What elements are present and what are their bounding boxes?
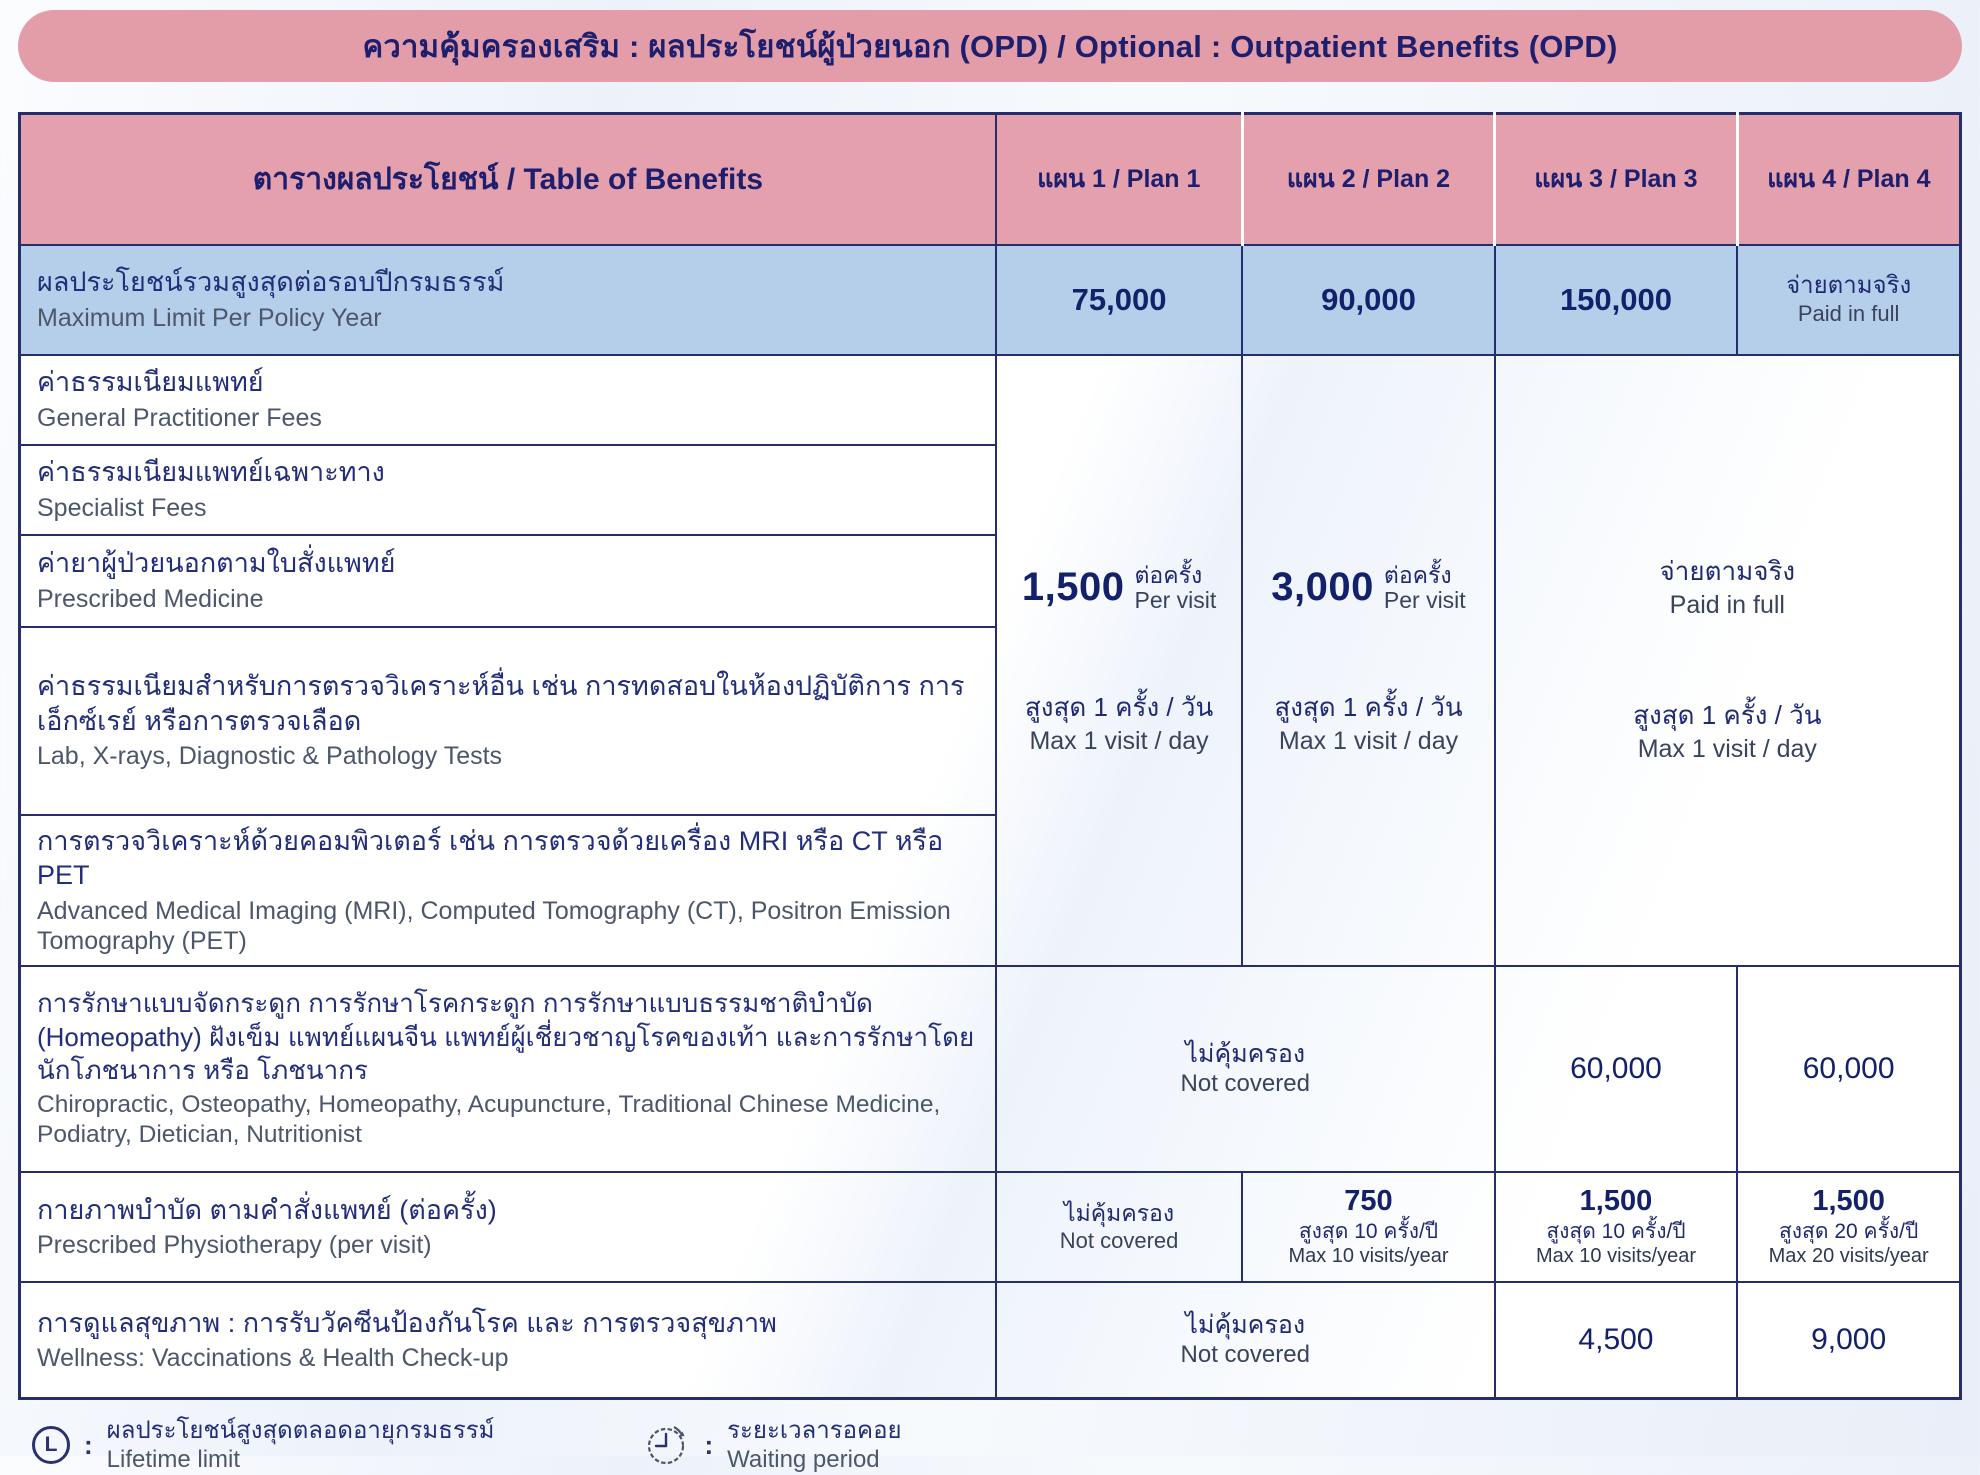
- lab-xray-en: Lab, X-rays, Diagnostic & Pathology Tests: [37, 742, 503, 771]
- header-plan4: แผน 4 / Plan 4: [1737, 114, 1960, 245]
- header-plan3: แผน 3 / Plan 3: [1495, 114, 1738, 245]
- plan34-paid-full-th: จ่ายตามจริง: [1659, 555, 1796, 586]
- max-limit-plan3: [1495, 245, 1738, 355]
- physio-plan2-max-en: Max 10 visits/year: [1288, 1244, 1449, 1267]
- plan1-max-day-en: Max 1 visit / day: [1029, 726, 1209, 755]
- alternative-medicine-en: Chiropractic, Osteopathy, Homeopathy, Acupuncture, Traditional Chinese Medicine, Podiatry, Dietician, Nutritionist: [37, 1091, 941, 1148]
- wellness-not-covered-th: ไม่คุ้มครอง: [1185, 1310, 1306, 1339]
- plan2-per-visit-en: Per visit: [1383, 586, 1466, 613]
- waiting-period-clock-icon: [644, 1422, 690, 1468]
- wellness-label: [20, 1282, 996, 1399]
- gp-fees-label: [20, 355, 996, 445]
- plan2-per-visit-th: ต่อครั้ง: [1383, 561, 1452, 588]
- waiting-period-text: [727, 1416, 901, 1475]
- legend-separator-2: :: [704, 1429, 714, 1460]
- lifetime-limit-th: ผลประโยชน์สูงสุดตลอดอายุกรมธรรม์: [106, 1417, 495, 1445]
- alt-medicine-not-covered-th: ไม่คุ้มครอง: [1185, 1039, 1306, 1068]
- specialist-fees-th: ค่าธรรมเนียมแพทย์เฉพาะทาง: [37, 457, 385, 488]
- physio-plan4-max-en: Max 20 visits/year: [1768, 1244, 1929, 1267]
- wellness-en: Wellness: Vaccinations & Health Check-up: [37, 1344, 509, 1373]
- physio-plan1: [996, 1172, 1243, 1282]
- physio-plan3: [1495, 1172, 1738, 1282]
- alternative-medicine-label: [20, 966, 996, 1172]
- physio-plan2: [1242, 1172, 1494, 1282]
- physiotherapy-th: กายภาพบำบัด ตามคำสั่งแพทย์ (ต่อครั้ง): [37, 1194, 497, 1225]
- page-title-banner: [18, 10, 1962, 82]
- alt-medicine-plan4: [1737, 966, 1960, 1172]
- lab-xray-label: [20, 627, 996, 815]
- legend: [32, 1416, 1980, 1475]
- header-plan1: แผน 1 / Plan 1: [996, 114, 1243, 245]
- alt-medicine-plan1-2: [996, 966, 1495, 1172]
- physiotherapy-label: [20, 1172, 996, 1282]
- benefits-table-wrap: [18, 112, 1962, 1400]
- page-title: ความคุ้มครองเสริม : ผลประโยชน์ผู้ป่วยนอก (OPD) / Optional : Outpatient Benefits (OPD): [362, 29, 1618, 64]
- specialist-fees-label: [20, 445, 996, 535]
- max-limit-plan4: [1737, 245, 1960, 355]
- alternative-medicine-th: การรักษาแบบจัดกระดูก การรักษาโรคกระดูก การรักษาแบบธรรมชาติบำบัด (Homeopathy) ฝังเข็ม แพทย์แผนจีน แพทย์ผู้เชี่ยวชาญโรคของเท้า และการรักษาโดยนักโภชนาการ หรือ โภชนากร: [37, 988, 975, 1085]
- wellness-th: การดูแลสุขภาพ : การรับวัคซีนป้องกันโรค และ การตรวจสุขภาพ: [37, 1307, 777, 1338]
- plan1-per-visit-amount: 1,500: [1021, 565, 1125, 610]
- header-benefits: ตารางผลประโยชน์ / Table of Benefits: [20, 114, 996, 245]
- max-limit-en: Maximum Limit Per Policy Year: [37, 304, 382, 333]
- gp-fees-en: General Practitioner Fees: [37, 404, 322, 433]
- plan2-max-day-en: Max 1 visit / day: [1278, 726, 1459, 755]
- alt-medicine-plan3-value: 60,000: [1570, 1051, 1662, 1085]
- specialist-fees-en: Specialist Fees: [37, 494, 207, 523]
- wellness-plan4: [1737, 1282, 1960, 1399]
- max-limit-plan2-value: 90,000: [1321, 281, 1416, 317]
- visit-group-plan1: [996, 355, 1243, 966]
- lifetime-limit-icon: L: [32, 1426, 70, 1464]
- alt-medicine-plan3: [1495, 966, 1738, 1172]
- physio-plan3-max-th: สูงสุด 10 ครั้ง/ปี: [1546, 1219, 1686, 1243]
- physio-plan2-max-th: สูงสุด 10 ครั้ง/ปี: [1298, 1219, 1439, 1243]
- legend-lifetime-limit: [32, 1416, 494, 1475]
- advanced-imaging-th: การตรวจวิเคราะห์ด้วยคอมพิวเตอร์ เช่น การตรวจด้วยเครื่อง MRI หรือ CT หรือ PET: [37, 825, 944, 891]
- alt-medicine-not-covered-en: Not covered: [1180, 1069, 1310, 1097]
- plan34-max-day-th: สูงสุด 1 ครั้ง / วัน: [1633, 700, 1822, 731]
- plan1-per-visit-en: Per visit: [1134, 586, 1217, 613]
- plan34-paid-full-en: Paid in full: [1669, 590, 1785, 619]
- row-physiotherapy: [20, 1172, 1961, 1282]
- advanced-imaging-label: [20, 815, 996, 966]
- wellness-plan3-value: 4,500: [1578, 1322, 1654, 1356]
- plan2-per-visit-amount: 3,000: [1271, 565, 1374, 610]
- table-header-row: [20, 114, 1961, 245]
- physio-not-covered-en: Not covered: [1059, 1227, 1179, 1253]
- physio-plan2-amount: 750: [1344, 1185, 1393, 1218]
- advanced-imaging-en: Advanced Medical Imaging (MRI), Computed Tomography (CT), Positron Emission Tomography (PET): [37, 896, 951, 956]
- lifetime-limit-text: [107, 1416, 495, 1475]
- plan1-max-day-th: สูงสุด 1 ครั้ง / วัน: [1024, 692, 1214, 723]
- lifetime-limit-en: Lifetime limit: [106, 1446, 241, 1474]
- max-limit-plan4-en: Paid in full: [1797, 301, 1900, 327]
- physio-plan3-max-en: Max 10 visits/year: [1535, 1244, 1696, 1267]
- plan34-max-day-en: Max 1 visit / day: [1637, 734, 1817, 763]
- waiting-period-en: Waiting period: [727, 1446, 880, 1474]
- waiting-period-th: ระยะเวลารอคอย: [727, 1417, 902, 1445]
- lab-xray-th: ค่าธรรมเนียมสำหรับการตรวจวิเคราะห์อื่น เช่น การทดสอบในห้องปฏิบัติการ การเอ็กซ์เรย์ หรือการตรวจเลือด: [37, 671, 965, 736]
- physio-plan4: [1737, 1172, 1960, 1282]
- plan2-max-day-th: สูงสุด 1 ครั้ง / วัน: [1274, 692, 1463, 723]
- benefits-table: [18, 112, 1962, 1400]
- legend-separator: :: [84, 1429, 93, 1460]
- max-limit-plan3-value: 150,000: [1559, 281, 1672, 317]
- plan1-per-visit-th: ต่อครั้ง: [1134, 561, 1203, 588]
- max-limit-plan4-th: จ่ายตามจริง: [1786, 272, 1912, 300]
- header-plan2: แผน 2 / Plan 2: [1242, 114, 1494, 245]
- row-alternative-medicine: [20, 966, 1961, 1172]
- wellness-plan3: [1495, 1282, 1738, 1399]
- max-limit-label: [20, 245, 996, 355]
- wellness-not-covered-en: Not covered: [1180, 1341, 1310, 1369]
- visit-group-plan3-4: [1495, 355, 1961, 966]
- physio-not-covered-th: ไม่คุ้มครอง: [1064, 1200, 1175, 1227]
- prescribed-medicine-label: [20, 535, 996, 627]
- row-gp-fees: [20, 355, 1961, 445]
- wellness-plan4-value: 9,000: [1811, 1322, 1887, 1356]
- wellness-plan1-2: [996, 1282, 1495, 1399]
- max-limit-plan1: [996, 245, 1243, 355]
- visit-group-plan2: [1242, 355, 1494, 966]
- row-max-limit: [20, 245, 1961, 355]
- alt-medicine-plan4-value: 60,000: [1802, 1051, 1895, 1085]
- prescribed-medicine-en: Prescribed Medicine: [37, 585, 264, 614]
- prescribed-medicine-th: ค่ายาผู้ป่วยนอกตามใบสั่งแพทย์: [37, 548, 396, 579]
- physiotherapy-en: Prescribed Physiotherapy (per visit): [37, 1231, 432, 1260]
- max-limit-th: ผลประโยชน์รวมสูงสุดต่อรอบปีกรมธรรม์: [37, 267, 505, 298]
- physio-plan4-max-th: สูงสุด 20 ครั้ง/ปี: [1778, 1219, 1919, 1243]
- row-wellness: [20, 1282, 1961, 1399]
- gp-fees-th: ค่าธรรมเนียมแพทย์: [37, 367, 264, 398]
- max-limit-plan1-value: 75,000: [1071, 281, 1167, 317]
- physio-plan4-amount: 1,500: [1812, 1185, 1885, 1218]
- physio-plan3-amount: 1,500: [1579, 1185, 1653, 1218]
- max-limit-plan2: [1242, 245, 1494, 355]
- legend-waiting-period: [644, 1416, 901, 1475]
